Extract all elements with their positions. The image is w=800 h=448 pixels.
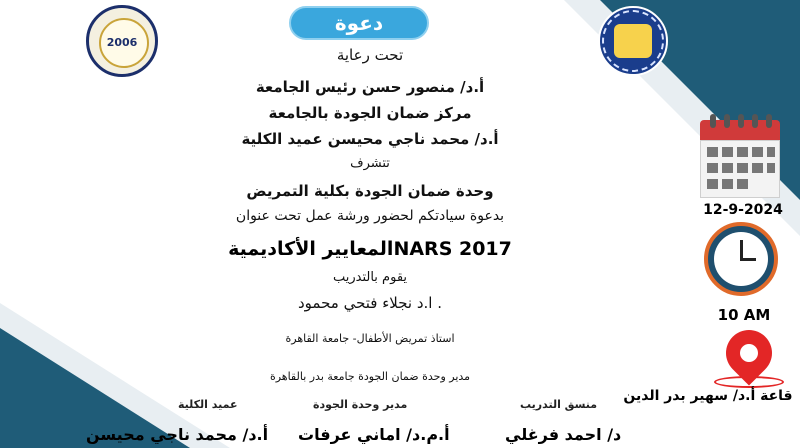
trainer-role-2: مدير وحدة ضمان الجودة جامعة بدر بالقاهرة: [269, 370, 471, 383]
patronage-label: تحت رعاية: [336, 46, 404, 64]
signature-title-dean: عميد الكلية: [178, 398, 238, 411]
faculty-nursing-logo-icon: [86, 5, 158, 77]
signature-name-quality-director: أ.م.د/ اماني عرفات: [298, 425, 450, 444]
signature-name-dean: أ.د/ محمد ناجي محيسن: [86, 425, 269, 444]
event-location: قاعة أ.د/ سهير بدر الدين: [623, 388, 793, 404]
event-date: 12-9-2024: [703, 202, 783, 218]
dean-line: أ.د/ محمد ناجي محيسن عميد الكلية: [241, 130, 499, 148]
clock-icon: [704, 222, 778, 296]
trainer-label: يقوم بالتدريب: [332, 270, 408, 285]
signature-title-quality-director: مدير وحدة الجودة: [313, 398, 408, 411]
signature-name-coordinator: د/ احمد فرغلي: [505, 425, 622, 444]
invitation-text: بدعوة سيادتكم لحضور ورشة عمل تحت عنوان: [235, 208, 505, 224]
invitation-badge: [289, 6, 429, 40]
trainer-role: استاذ تمريض الأطفال- جامعة القاهرة: [285, 332, 455, 345]
trainer-name: ا.د نجلاء فتحي محمود .: [297, 294, 443, 312]
calendar-icon: [700, 114, 780, 200]
location-pin-base: [714, 376, 784, 388]
workshop-title: المعايير الأكاديميةNARS 2017: [228, 238, 512, 260]
badge-label: دعوة: [334, 11, 384, 35]
quality-unit-line: وحدة ضمان الجودة بكلية التمريض: [246, 182, 494, 200]
signature-title-coordinator: منسق التدريب: [520, 398, 598, 411]
beni-suef-university-logo-icon: [598, 6, 668, 76]
president-line: أ.د/ منصور حسن رئيس الجامعة: [255, 78, 485, 96]
honored-label: تتشرف: [350, 156, 390, 171]
quality-center-line: مركز ضمان الجودة بالجامعة: [268, 104, 472, 122]
event-time: 10 AM: [717, 306, 771, 324]
logo-year: 2006: [106, 36, 138, 49]
